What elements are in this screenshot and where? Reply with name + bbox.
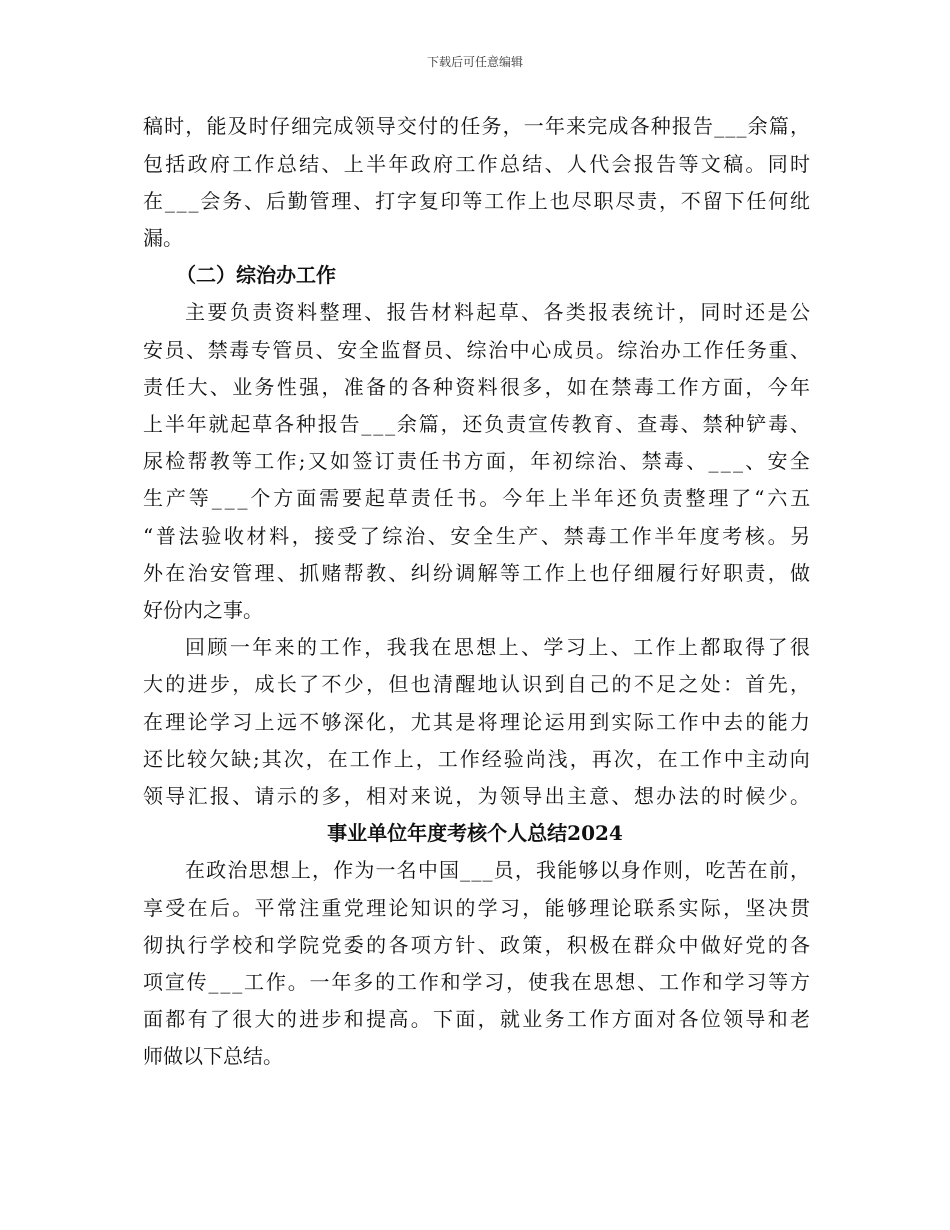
paragraph-line: 在___会务、后勤管理、打字复印等工作上也尽职尽责，不留下任何纰: [143, 189, 812, 213]
paragraph-line: 彻执行学校和学院党委的各项方针、政策，积极在群众中做好党的各: [143, 933, 813, 957]
paragraph-line: 稿时，能及时仔细完成领导交付的任务，一年来完成各种报告___余篇，: [143, 114, 812, 138]
paragraph-line: 大的进步，成长了不少，但也清醒地认识到自己的不足之处：首先，: [143, 672, 813, 696]
paragraph-line: 领导汇报、请示的多，相对来说，为领导出主意、想办法的时候少。: [143, 784, 813, 808]
section-heading: （二）综治办工作: [176, 263, 336, 287]
paragraph-line: 外在治安管理、抓赌帮教、纠纷调解等工作上也仔细履行好职责，做: [143, 561, 813, 585]
page-header: 下载后可任意编辑: [426, 55, 523, 69]
document-title: 事业单位年度考核个人总结2024: [327, 821, 623, 845]
paragraph-line: 回顾一年来的工作，我我在思想上、学习上、工作上都取得了很: [185, 635, 813, 659]
paragraph-line: 还比较欠缺;其次，在工作上，工作经验尚浅，再次，在工作中主动向: [143, 747, 812, 771]
paragraph-line: 享受在后。平常注重党理论知识的学习，能够理论联系实际，坚决贯: [143, 896, 813, 920]
paragraph-line: 师做以下总结。: [143, 1044, 283, 1068]
paragraph-line: 项宣传___工作。一年多的工作和学习，使我在思想、工作和学习等方: [143, 970, 812, 994]
paragraph-line: 漏。: [143, 226, 183, 250]
paragraph-line: 好份内之事。: [143, 598, 263, 622]
paragraph-line: 责任大、业务性强，准备的各种资料很多，如在禁毒工作方面，今年: [143, 375, 813, 399]
paragraph-line: 在理论学习上远不够深化，尤其是将理论运用到实际工作中去的能力: [143, 710, 813, 734]
paragraph-line: 上半年就起草各种报告___余篇，还负责宣传教育、查毒、禁种铲毒、: [143, 412, 812, 436]
paragraph-line: 面都有了很大的进步和提高。下面，就业务工作方面对各位领导和老: [143, 1007, 813, 1031]
paragraph-line: 在政治思想上，作为一名中国___员，我能够以身作则，吃苦在前，: [185, 858, 812, 882]
paragraph-line: 生产等___个方面需要起草责任书。今年上半年还负责整理了“六五: [143, 486, 814, 510]
paragraph-line: “普法验收材料，接受了综治、安全生产、禁毒工作半年度考核。另: [143, 524, 813, 548]
paragraph-line: 尿检帮教等工作;又如签订责任书方面，年初综治、禁毒、___、安全: [143, 449, 812, 473]
paragraph-line: 主要负责资料整理、报告材料起草、各类报表统计，同时还是公: [185, 300, 813, 324]
paragraph-line: 安员、禁毒专管员、安全监督员、综治中心成员。综治办工作任务重、: [143, 338, 812, 362]
paragraph-line: 包括政府工作总结、上半年政府工作总结、人代会报告等文稿。同时: [143, 152, 813, 176]
